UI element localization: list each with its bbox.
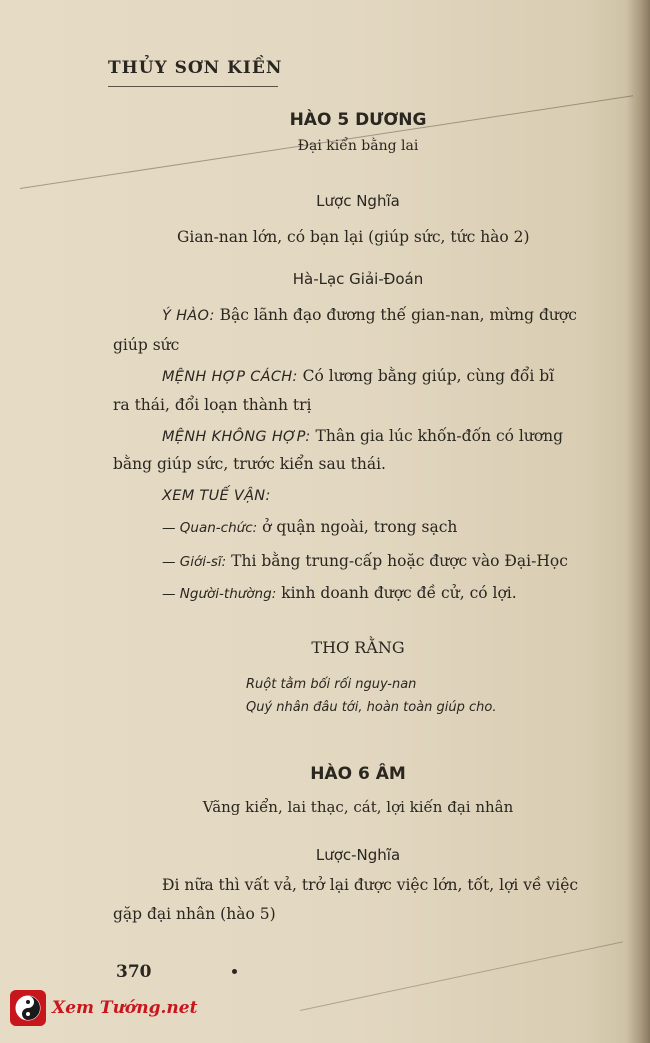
gioi-si-label: — Giới-sĩ: <box>162 554 227 570</box>
header-rule <box>108 86 278 87</box>
nguoi-thuong-label: — Người-thường: <box>162 586 277 602</box>
footer-dot <box>232 969 237 974</box>
luoc-nghia-text: Gian-nan lớn, có bạn lại (giúp sức, tức hào 2) <box>177 228 530 246</box>
hao6-luoc-nghia-heading: Lược-Nghĩa <box>315 846 401 864</box>
menh-hop-text: Có lương bằng giúp, cùng đổi bĩ <box>302 367 555 385</box>
y-hao-label: Ý HÀO: <box>162 308 215 324</box>
section-title-hao6: HÀO 6 ÂM <box>310 764 406 784</box>
y-hao-line2: giúp sức <box>113 336 180 354</box>
site-logo[interactable] <box>10 990 197 1026</box>
section-subtitle-hao6: Vãng kiển, lai thạc, cát, lợi kiến đại nhân <box>202 798 514 816</box>
ha-lac-heading: Hà-Lạc Giải-Đoán <box>292 270 424 288</box>
quan-chuc-line <box>162 518 457 536</box>
menh-hop-line2: ra thái, đổi loạn thành trị <box>113 396 312 414</box>
menh-khong-line <box>162 427 563 445</box>
xem-tue-van-label: XEM TUẾ VẬN: <box>162 488 271 504</box>
section-subtitle-hao5: Đại kiển bằng lai <box>297 138 419 154</box>
hao6-text-line2: gặp đại nhân (hào 5) <box>113 905 276 923</box>
menh-khong-text: Thân gia lúc khốn-đốn có lương <box>315 427 564 445</box>
yin-yang-icon <box>10 990 46 1026</box>
poem-line-1: Ruột tằm bối rối nguy-nan <box>246 677 417 692</box>
menh-hop-label: MỆNH HỢP CÁCH: <box>162 369 298 385</box>
paper-fold-line-bottom <box>300 941 623 1011</box>
gioi-si-text: Thi bằng trung-cấp hoặc được vào Đại-Học <box>231 552 568 570</box>
page-number: 370 <box>116 962 152 982</box>
hao6-text-line1: Đi nữa thì vất vả, trở lại được việc lớn, tốt, lợi về việc <box>162 876 579 894</box>
y-hao-text: Bậc lãnh đạo đương thế gian-nan, mừng được <box>219 306 577 324</box>
book-spine-shadow <box>626 0 650 1043</box>
quan-chuc-label: — Quan-chức: <box>162 520 258 536</box>
nguoi-thuong-text: kinh doanh được đề cử, có lợi. <box>281 584 517 602</box>
menh-khong-line2: bằng giúp sức, trước kiển sau thái. <box>113 455 386 473</box>
nguoi-thuong-line <box>162 584 517 602</box>
gioi-si-line <box>162 552 568 570</box>
running-header: THỦY SƠN KIỀN <box>108 58 283 78</box>
luoc-nghia-heading: Lược Nghĩa <box>316 192 400 210</box>
menh-khong-label: MỆNH KHÔNG HỢP: <box>162 429 311 445</box>
tho-rang-heading: THƠ RẰNG <box>311 638 405 657</box>
quan-chuc-text: ở quận ngoài, trong sạch <box>262 518 458 536</box>
y-hao-line <box>162 306 577 324</box>
section-title-hao5: HÀO 5 DƯƠNG <box>289 110 427 130</box>
menh-hop-line <box>162 367 554 385</box>
logo-text: Xem Tướng.net <box>52 998 198 1018</box>
poem-line-2: Quý nhân đâu tới, hoàn toàn giúp cho. <box>246 700 497 715</box>
